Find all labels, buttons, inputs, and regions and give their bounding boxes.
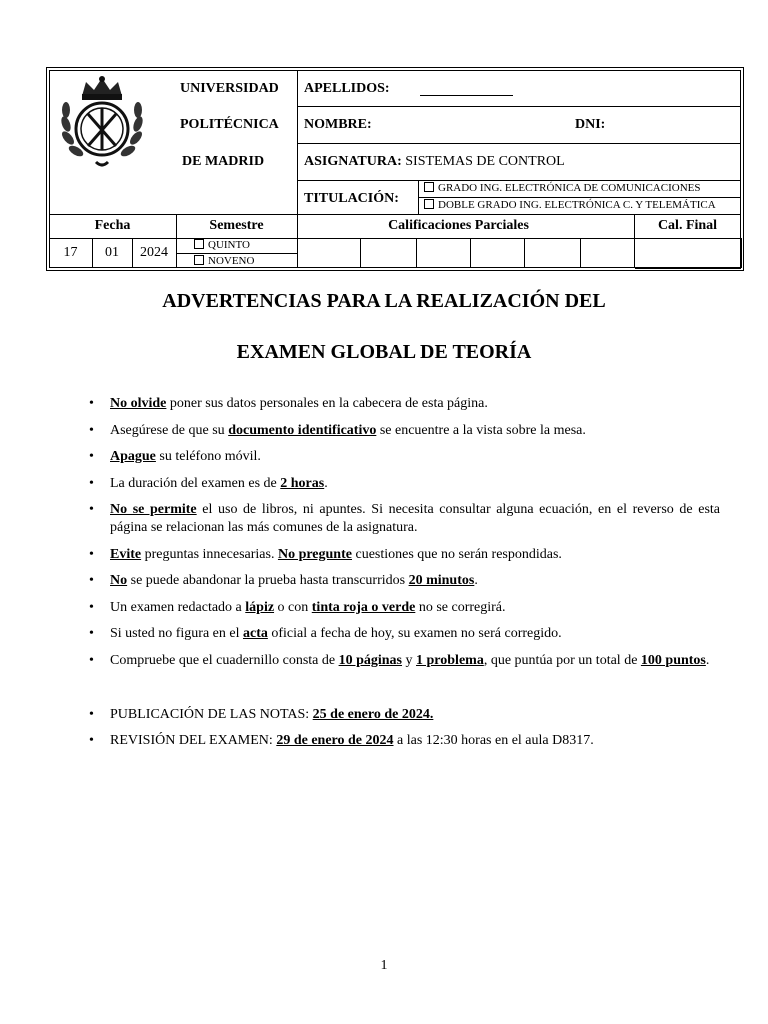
asignatura-row	[304, 154, 565, 170]
emphasis-text: 1 problema	[416, 652, 484, 668]
warning-item	[110, 572, 720, 590]
emphasis-text: No pregunte	[277, 546, 352, 562]
warning-item	[110, 395, 720, 413]
text: su teléfono móvil.	[155, 449, 261, 464]
notice-item	[110, 732, 720, 750]
final-header: Cal. Final	[657, 218, 718, 233]
page-title-line2: EXAMEN GLOBAL DE TEORÍA	[236, 341, 532, 363]
text: Asegúrese de que su	[110, 422, 229, 438]
text: preguntas innecesarias.	[141, 546, 278, 562]
semestre-option-noveno[interactable]: NOVENO	[194, 255, 254, 267]
fecha-header: Fecha	[94, 218, 131, 233]
text: PUBLICACIÓN DE LAS NOTAS:	[110, 706, 313, 722]
warning-item	[110, 448, 720, 466]
apellidos-field[interactable]	[420, 95, 513, 96]
emphasis-text: lápiz	[245, 599, 275, 615]
warning-item	[110, 599, 720, 617]
emphasis-text: 29 de enero de 2024	[276, 733, 394, 748]
warning-item	[110, 625, 720, 643]
text: .	[324, 475, 328, 491]
warning-item	[110, 546, 720, 564]
parciales-header: Calificaciones Parciales	[388, 218, 529, 233]
titulacion-option-doble-grado[interactable]: DOBLE GRADO ING. ELECTRÓNICA C. Y TELEMÁTICA	[424, 199, 716, 211]
university-name-line3: DE MADRID	[182, 154, 265, 169]
titulacion-option-grado[interactable]: GRADO ING. ELECTRÓNICA DE COMUNICACIONES	[424, 182, 700, 194]
text: REVISIÓN DEL EXAMEN:	[110, 733, 277, 748]
checkbox-icon[interactable]	[194, 255, 204, 265]
emphasis-text: 100 puntos	[640, 652, 706, 668]
emphasis-text: 20 minutos	[408, 573, 475, 588]
checkbox-icon[interactable]	[194, 239, 204, 249]
university-name-line2: POLITÉCNICA	[180, 117, 279, 132]
dni-field[interactable]	[612, 112, 737, 136]
titulacion-label: TITULACIÓN:	[304, 191, 399, 206]
text: oficial a fecha de hoy, su examen no será corregido.	[267, 626, 562, 641]
nombre-label: NOMBRE:	[304, 117, 372, 132]
text: Compruebe que el cuadernillo consta de	[110, 652, 339, 668]
emphasis-text: 10 páginas	[338, 652, 403, 668]
checkbox-icon[interactable]	[424, 199, 434, 209]
semestre-option-quinto[interactable]: QUINTO	[194, 239, 250, 251]
text: se encuentre a la vista sobre la mesa.	[376, 422, 586, 438]
emphasis-text: tinta roja o verde	[311, 599, 416, 615]
emphasis-text: documento identificativo	[228, 422, 377, 438]
nombre-field[interactable]	[380, 112, 570, 136]
dni-label: DNI:	[575, 117, 606, 132]
university-seal	[52, 74, 152, 174]
text: no se corregirá.	[415, 599, 506, 615]
warning-item	[110, 475, 720, 493]
text: La duración del examen es de	[110, 475, 281, 491]
emphasis-text: acta	[242, 626, 268, 641]
page-title-line1: ADVERTENCIAS PARA LA REALIZACIÓN DEL	[162, 290, 606, 312]
text: se puede abandonar la prueba hasta transcurridos	[127, 573, 409, 588]
text: Un examen redactado a	[110, 599, 246, 615]
warning-item	[110, 652, 720, 670]
emphasis-text: Apague	[110, 449, 156, 464]
emphasis-text: 25 de enero de 2024.	[312, 706, 434, 722]
text: el uso de libros, ni apuntes. Si necesita consultar alguna ecuación, en el reverso de esta página se relacionan las más comunes de la asignatura.	[110, 502, 720, 535]
emphasis-text: Evite	[110, 546, 142, 562]
notice-item	[110, 706, 720, 724]
apellidos-label: APELLIDOS:	[304, 81, 390, 96]
warning-item	[110, 422, 720, 440]
emphasis-text: 2 horas	[280, 475, 325, 491]
fecha-day: 17	[63, 245, 78, 260]
text: y	[402, 652, 417, 668]
text: .	[705, 652, 710, 668]
university-name-line1: UNIVERSIDAD	[180, 81, 279, 96]
asignatura-label: ASIGNATURA:	[304, 154, 402, 169]
emphasis-text: No	[110, 573, 128, 588]
text: .	[474, 573, 478, 588]
warnings-list	[88, 395, 720, 759]
semestre-header: Semestre	[209, 218, 264, 233]
emphasis-text: No se permite	[110, 502, 197, 517]
text: cuestiones que no serán respondidas.	[351, 546, 562, 562]
asignatura-value: SISTEMAS DE CONTROL	[405, 154, 565, 169]
page-number: 1	[380, 958, 388, 973]
text: , que puntúa por un total de	[483, 652, 641, 668]
fecha-year: 2024	[140, 245, 168, 260]
text: a las 12:30 horas en el aula D8317.	[393, 733, 594, 748]
text: o con	[274, 599, 312, 615]
text: Si usted no figura en el	[110, 626, 243, 641]
warning-item	[110, 501, 720, 537]
fecha-month: 01	[105, 245, 119, 260]
emphasis-text: No olvide	[110, 396, 167, 411]
text: poner sus datos personales en la cabecera de esta página.	[166, 396, 488, 411]
checkbox-icon[interactable]	[424, 182, 434, 192]
